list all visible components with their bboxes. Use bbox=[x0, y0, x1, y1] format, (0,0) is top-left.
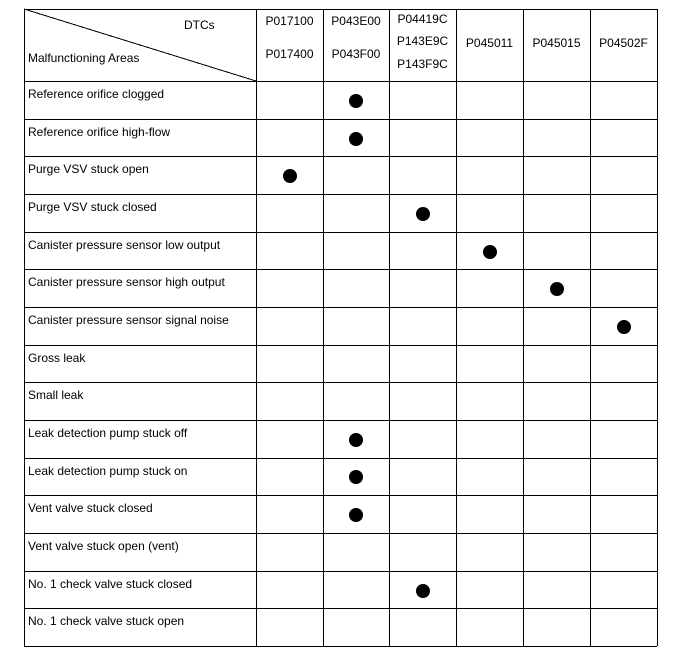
dtc-code: P043F00 bbox=[331, 47, 381, 61]
applicable-dtc-dot-icon bbox=[483, 245, 497, 259]
applicable-dtc-dot-icon bbox=[349, 508, 363, 522]
malfunction-area-label: Vent valve stuck open (vent) bbox=[28, 539, 179, 553]
dtc-code: P017100 bbox=[265, 14, 314, 28]
dtc-code: P04419C bbox=[397, 12, 448, 26]
malfunction-area-label: Leak detection pump stuck on bbox=[28, 464, 188, 478]
malfunction-area-label: No. 1 check valve stuck closed bbox=[28, 577, 193, 591]
malfunction-area-label: Reference orifice high-flow bbox=[28, 125, 171, 139]
malfunction-area-label: No. 1 check valve stuck open bbox=[28, 614, 185, 628]
applicable-dtc-dot-icon bbox=[283, 169, 297, 183]
applicable-dtc-dot-icon bbox=[349, 132, 363, 146]
dtc-code: P143E9C bbox=[396, 34, 449, 48]
applicable-dtc-dot-icon bbox=[349, 433, 363, 447]
malfunction-area-label: Purge VSV stuck closed bbox=[28, 200, 157, 214]
malfunction-area-label: Canister pressure sensor low output bbox=[28, 238, 221, 252]
applicable-dtc-dot-icon bbox=[416, 584, 430, 598]
malfunction-area-label: Gross leak bbox=[28, 351, 86, 365]
dtcs-header-label: DTCs bbox=[184, 18, 215, 32]
malfunction-area-label: Leak detection pump stuck off bbox=[28, 426, 188, 440]
dtc-code: P045011 bbox=[465, 36, 514, 50]
applicable-dtc-dot-icon bbox=[617, 320, 631, 334]
malfunction-area-label: Small leak bbox=[28, 388, 84, 402]
applicable-dtc-dot-icon bbox=[550, 282, 564, 296]
dtc-code: P143F9C bbox=[397, 57, 448, 71]
dtc-code: P043E00 bbox=[331, 14, 381, 28]
malfunction-area-label: Vent valve stuck closed bbox=[28, 501, 153, 515]
dtc-code: P045015 bbox=[532, 36, 581, 50]
dtc-code: P04502F bbox=[599, 36, 648, 50]
applicable-dtc-dot-icon bbox=[416, 207, 430, 221]
applicable-dtc-dot-icon bbox=[349, 470, 363, 484]
malfunction-area-label: Reference orifice clogged bbox=[28, 87, 165, 101]
dtc-code: P017400 bbox=[265, 47, 314, 61]
malfunctioning-areas-header-label: Malfunctioning Areas bbox=[28, 51, 140, 65]
applicable-dtc-dot-icon bbox=[349, 94, 363, 108]
malfunction-area-label: Canister pressure sensor signal noise bbox=[28, 313, 229, 327]
header-diagonal bbox=[24, 9, 256, 81]
malfunction-area-label: Canister pressure sensor high output bbox=[28, 275, 225, 289]
malfunction-area-label: Purge VSV stuck open bbox=[28, 162, 149, 176]
